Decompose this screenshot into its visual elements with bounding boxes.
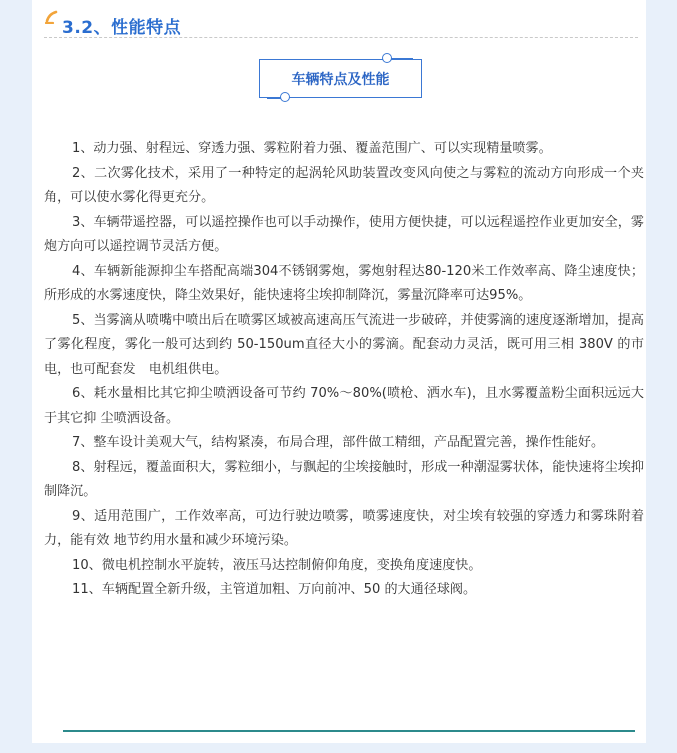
feature-paragraph: 8、射程远，覆盖面积大，雾粒细小，与飘起的尘埃接触时，形成一种潮湿雾状体，能快速将尘埃抑制降沉。 [44, 459, 644, 499]
feature-paragraph: 9、适用范围广，工作效率高，可边行驶边喷雾，喷雾速度快，对尘埃有较强的穿透力和雾珠附着力，能有效 地节约用水量和减少环境污染。 [44, 508, 644, 548]
feature-paragraph: 3、车辆带遥控器，可以遥控操作也可以手动操作，使用方便快捷，可以远程遥控作业更加安全，雾炮方向可以遥控调节灵活方便。 [44, 214, 644, 254]
feature-paragraph: 4、车辆新能源抑尘车搭配高端304不锈钢雾炮，雾炮射程达80-120米工作效率高、降尘速度快；所形成的水雾速度快，降尘效果好，能快速将尘埃抑制降沉，雾量沉降率可达95%。 [44, 263, 644, 303]
feature-paragraph: 7、整车设计美观大气，结构紧凑，布局合理，部件做工精细，产品配置完善，操作性能好。 [72, 435, 605, 450]
feature-paragraph: 10、微电机控制水平旋转，液压马达控制俯仰角度，变换角度速度快。 [72, 557, 482, 573]
feature-paragraph: 5、当雾滴从喷嘴中喷出后在喷雾区域被高速高压气流进一步破碎，并使雾滴的速度逐渐增加，提高了雾化程度，雾化一般可达到约 50-150um直径大小的雾滴。配套动力灵活，既可用三相 380V 的市电，也可配套发 电机组供电。 [44, 312, 644, 377]
feature-paragraph: 6、耗水量相比其它抑尘喷洒设备可节约 70%～80%(喷枪、洒水车)，且水雾覆盖粉尘面积远远大于其它抑 尘喷洒设备。 [44, 386, 644, 426]
badge-decor-dot-bottom [280, 92, 290, 102]
heading-accent-icon [45, 10, 59, 24]
footer-divider [63, 730, 635, 732]
badge-title: 车辆特点及性能 [291, 72, 390, 88]
feature-list [44, 137, 644, 603]
feature-paragraph: 11、车辆配置全新升级，主管道加粗、万向前冲、50 的大通径球阀。 [72, 582, 477, 597]
section-title: 3.2、性能特点 [62, 18, 182, 38]
feature-paragraph: 1、动力强、射程远、穿透力强、雾粒附着力强、覆盖范围广、可以实现精量喷雾。 [72, 141, 552, 156]
badge-decor-dot-top [382, 53, 392, 63]
feature-paragraph: 2、二次雾化技术，采用了一种特定的起涡轮风助装置改变风向使之与雾粒的流动方向形成一个夹角，可以使水雾化得更充分。 [44, 165, 644, 205]
header-divider [44, 37, 638, 38]
